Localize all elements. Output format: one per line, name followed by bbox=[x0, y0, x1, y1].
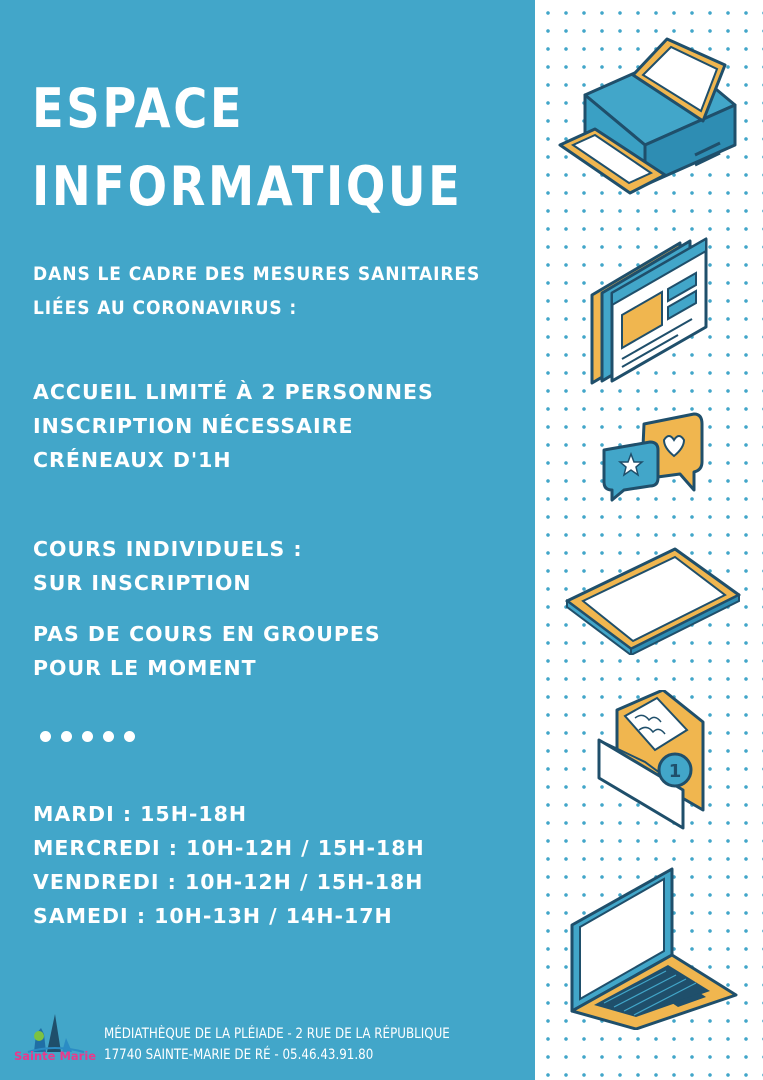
cours-line-1: COURS INDIVIDUELS : bbox=[33, 537, 303, 561]
notification-count: 1 bbox=[668, 761, 682, 782]
logo-text: Sainte Marie bbox=[14, 1049, 97, 1063]
cours-info bbox=[33, 532, 303, 600]
separator-dot bbox=[40, 731, 51, 742]
printer-icon bbox=[555, 35, 745, 200]
intro-line-2: LIÉES AU CORONAVIRUS : bbox=[33, 297, 298, 319]
separator-dot bbox=[61, 731, 72, 742]
groupes-line-2: POUR LE MOMENT bbox=[33, 656, 257, 680]
laptop-icon bbox=[560, 865, 740, 1030]
accueil-line-2: INSCRIPTION NÉCESSAIRE bbox=[33, 414, 354, 438]
separator-dot bbox=[124, 731, 135, 742]
intro-text bbox=[33, 257, 480, 325]
envelope-icon bbox=[595, 690, 710, 830]
opening-hours bbox=[33, 797, 425, 933]
separator-dot bbox=[82, 731, 93, 742]
separator-dot bbox=[103, 731, 114, 742]
hours-wednesday: MERCREDI : 10H-12H / 15H-18H bbox=[33, 836, 425, 860]
separator-dots bbox=[40, 731, 135, 742]
accueil-line-1: ACCUEIL LIMITÉ À 2 PERSONNES bbox=[33, 380, 434, 404]
title-line-2: INFORMATIQUE bbox=[32, 155, 463, 218]
intro-line-1: DANS LE CADRE DES MESURES SANITAIRES bbox=[33, 263, 481, 285]
chat-bubbles-icon bbox=[598, 412, 708, 502]
groupes-line-1: PAS DE COURS EN GROUPES bbox=[33, 622, 381, 646]
footer-address bbox=[104, 1024, 450, 1066]
tablet-icon bbox=[563, 545, 743, 655]
footer-line-1: MÉDIATHÈQUE DE LA PLÉIADE - 2 RUE DE LA RÉPUBLIQUE bbox=[104, 1026, 450, 1042]
hours-saturday: SAMEDI : 10H-13H / 14H-17H bbox=[33, 904, 393, 928]
hours-tuesday: MARDI : 15H-18H bbox=[33, 802, 248, 826]
groupes-info bbox=[33, 617, 381, 685]
accueil-line-3: CRÉNEAUX D'1H bbox=[33, 448, 232, 472]
accueil-info bbox=[33, 375, 434, 477]
cours-line-2: SUR INSCRIPTION bbox=[33, 571, 252, 595]
title-line-1: ESPACE bbox=[32, 77, 245, 140]
footer-line-2: 17740 SAINTE-MARIE DE RÉ - 05.46.43.91.80 bbox=[104, 1047, 374, 1063]
browser-windows-icon bbox=[588, 235, 713, 385]
page-title bbox=[32, 70, 462, 226]
hours-friday: VENDREDI : 10H-12H / 15H-18H bbox=[33, 870, 424, 894]
